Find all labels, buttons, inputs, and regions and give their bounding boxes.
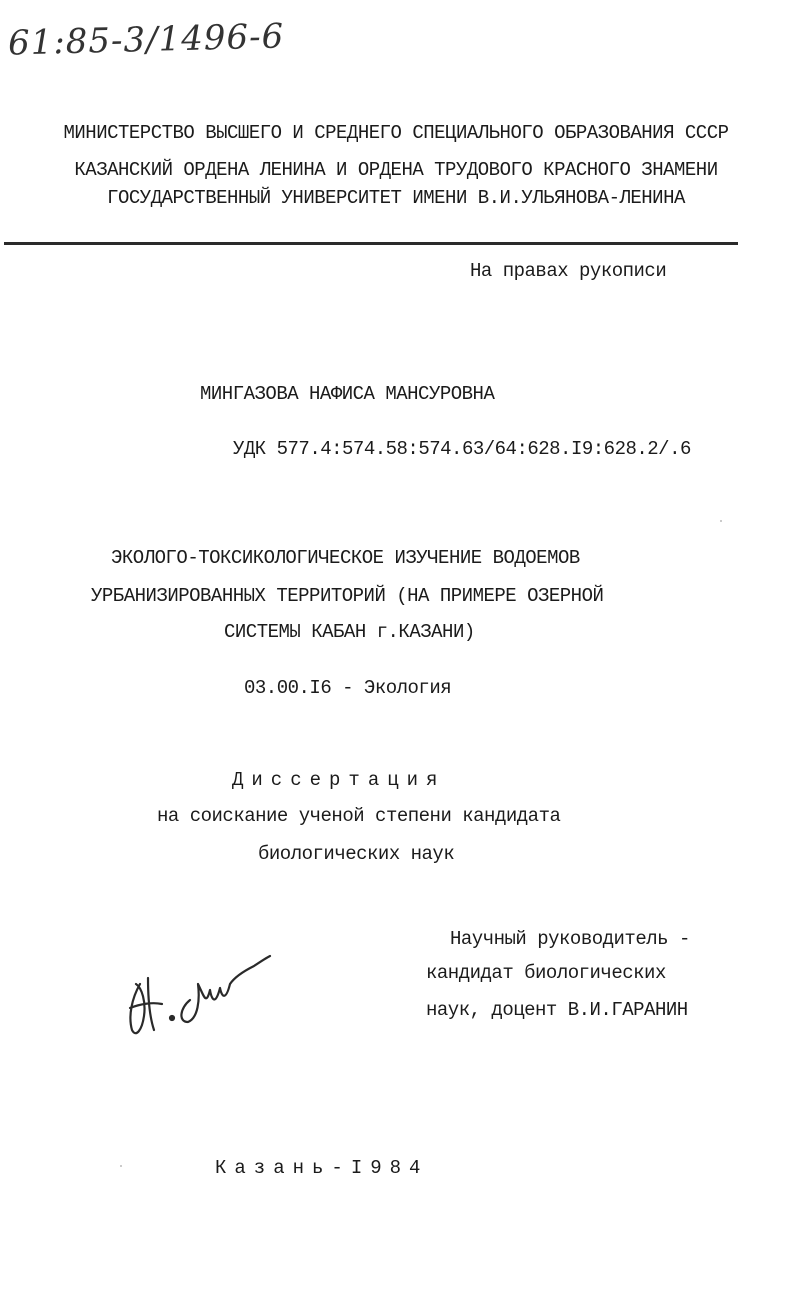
header-divider: [4, 242, 738, 245]
footer-city: Казань: [215, 1157, 332, 1179]
degree-line-2: биологических наук: [258, 843, 455, 865]
scan-speck: [720, 520, 722, 522]
signature-stroke-3: [130, 1003, 162, 1008]
university-line-1: КАЗАНСКИЙ ОРДЕНА ЛЕНИНА И ОРДЕНА ТРУДОВОГО КРАСНОГО ЗНАМЕНИ: [74, 159, 718, 181]
author-name: МИНГАЗОВА НАФИСА МАНСУРОВНА: [200, 383, 495, 405]
scan-speck: [120, 1165, 122, 1167]
supervisor-line-1: Научный руководитель -: [450, 928, 690, 950]
title-line-1: ЭКОЛОГО-ТОКСИКОЛОГИЧЕСКОЕ ИЗУЧЕНИЕ ВОДОЕМОВ: [111, 547, 580, 569]
rights-note: На правах рукописи: [470, 260, 667, 282]
footer-separator: -: [331, 1157, 351, 1179]
supervisor-line-3: наук, доцент В.И.ГАРАНИН: [426, 999, 688, 1021]
place-and-year: [215, 1157, 428, 1179]
signature-dot: [170, 1016, 174, 1020]
specialty-code: 03.00.I6 - Экология: [244, 677, 452, 699]
title-line-2: УРБАНИЗИРОВАННЫХ ТЕРРИТОРИЙ (НА ПРИМЕРЕ ОЗЕРНОЙ: [91, 585, 604, 607]
ministry-line: МИНИСТЕРСТВО ВЫСШЕГО И СРЕДНЕГО СПЕЦИАЛЬНОГО ОБРАЗОВАНИЯ СССР: [63, 122, 729, 144]
degree-heading: Диссертация: [232, 769, 446, 791]
footer-year: I984: [350, 1157, 429, 1179]
archive-handwritten-number: 61:85-3/1496-6: [7, 16, 285, 64]
university-line-2: ГОСУДАРСТВЕННЫЙ УНИВЕРСИТЕТ ИМЕНИ В.И.УЛЬЯНОВА-ЛЕНИНА: [107, 187, 685, 209]
signature-stroke-4: [181, 956, 270, 1022]
title-line-3: СИСТЕМЫ КАБАН г.КАЗАНИ): [224, 621, 475, 643]
degree-line-1: на соискание ученой степени кандидата: [157, 805, 561, 827]
handwritten-signature: [118, 918, 288, 1048]
supervisor-line-2: кандидат биологических: [426, 962, 666, 984]
udc-code: УДК 577.4:574.58:574.63/64:628.I9:628.2/.6: [233, 438, 691, 460]
signature-stroke-1: [130, 984, 144, 1033]
